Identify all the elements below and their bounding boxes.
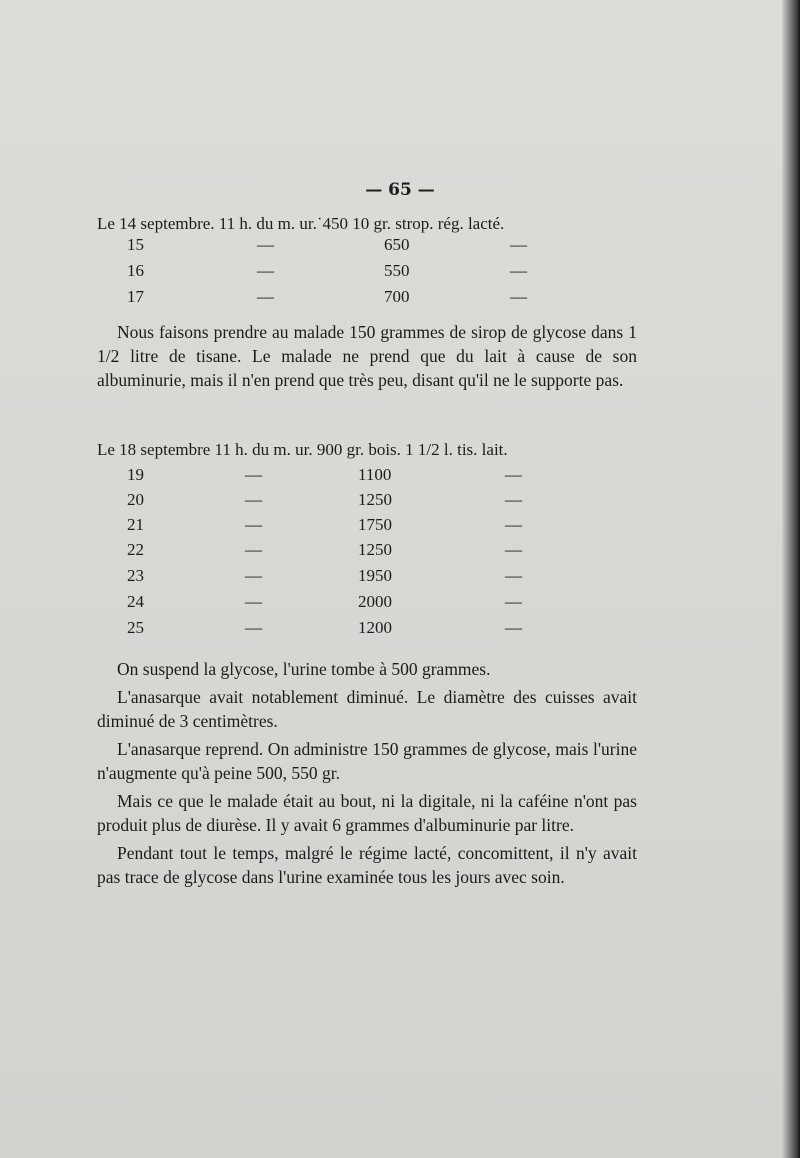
row-ditto-mark: — xyxy=(505,618,522,637)
row-ditto-mark: — xyxy=(505,515,522,534)
row-ditto-mark: — xyxy=(505,465,522,484)
row-ditto-mark: — xyxy=(510,235,527,254)
row-ditto-dash: — xyxy=(257,287,274,306)
row-ditto-dash: — xyxy=(245,592,262,611)
paragraph-text: On suspend la glycose, l'urine tombe à 500 grammes. xyxy=(117,659,491,679)
paragraph-text: Nous faisons prendre au malade 150 grammes de sirop de glycose dans 1 1/2 litre de tisane. Le malade ne prend que du lait à cause de son albuminurie, mais il n'en prend que très peu, disant qu'il ne le supporte pas. xyxy=(97,322,637,390)
table2-header: Le 18 septembre 11 h. du m. ur. 900 gr. bois. 1 1/2 l. tis. lait. xyxy=(97,440,508,459)
paragraph-text: Pendant tout le temps, malgré le régime lacté, concomittent, il n'y avait pas trace de glycose dans l'urine examinée tous les jours avec soin. xyxy=(97,843,637,887)
row-value: 550 xyxy=(384,261,410,280)
row-ditto-dash: — xyxy=(245,618,262,637)
row-ditto-mark: — xyxy=(510,287,527,306)
row-ditto-dash: — xyxy=(245,490,262,509)
row-day: 21 xyxy=(127,515,144,534)
row-ditto-dash: — xyxy=(245,540,262,559)
row-ditto-mark: — xyxy=(505,490,522,509)
row-ditto-dash: — xyxy=(245,465,262,484)
row-day: 17 xyxy=(127,287,144,306)
row-day: 16 xyxy=(127,261,144,280)
row-day: 24 xyxy=(127,592,144,611)
row-day: 15 xyxy=(127,235,144,254)
row-value: 1100 xyxy=(358,465,392,484)
paragraph-text: L'anasarque avait notablement diminué. Le diamètre des cuisses avait diminué de 3 centimètres. xyxy=(97,687,637,731)
table1-header: Le 14 septembre. 11 h. du m. ur.˙450 10 gr. strop. rég. lacté. xyxy=(97,214,505,233)
row-ditto-dash: — xyxy=(257,235,274,254)
row-ditto-mark: — xyxy=(505,566,522,585)
closing-paragraphs xyxy=(97,657,637,889)
row-day: 20 xyxy=(127,490,144,509)
page-number: — 65 — xyxy=(365,180,435,200)
row-value: 650 xyxy=(384,235,410,254)
row-value: 700 xyxy=(384,287,410,306)
row-day: 19 xyxy=(127,465,144,484)
page-edge-shadow xyxy=(782,0,800,1158)
row-day: 22 xyxy=(127,540,144,559)
paragraph-text: L'anasarque reprend. On administre 150 grammes de glycose, mais l'urine n'augmente qu'à peine 500, 550 gr. xyxy=(97,739,637,783)
row-ditto-dash: — xyxy=(257,261,274,280)
row-value: 1200 xyxy=(358,618,392,637)
row-value: 1750 xyxy=(358,515,392,534)
row-ditto-mark: — xyxy=(505,540,522,559)
paragraph-text: Mais ce que le malade était au bout, ni la digitale, ni la caféine n'ont pas produit plus de diurèse. Il y avait 6 grammes d'albuminurie par litre. xyxy=(97,791,637,835)
row-value: 1250 xyxy=(358,490,392,509)
row-day: 25 xyxy=(127,618,144,637)
row-ditto-mark: — xyxy=(510,261,527,280)
row-ditto-mark: — xyxy=(505,592,522,611)
paragraph-sirop xyxy=(97,320,637,392)
row-ditto-dash: — xyxy=(245,515,262,534)
row-value: 1950 xyxy=(358,566,392,585)
row-value: 2000 xyxy=(358,592,392,611)
row-day: 23 xyxy=(127,566,144,585)
row-value: 1250 xyxy=(358,540,392,559)
row-ditto-dash: — xyxy=(245,566,262,585)
